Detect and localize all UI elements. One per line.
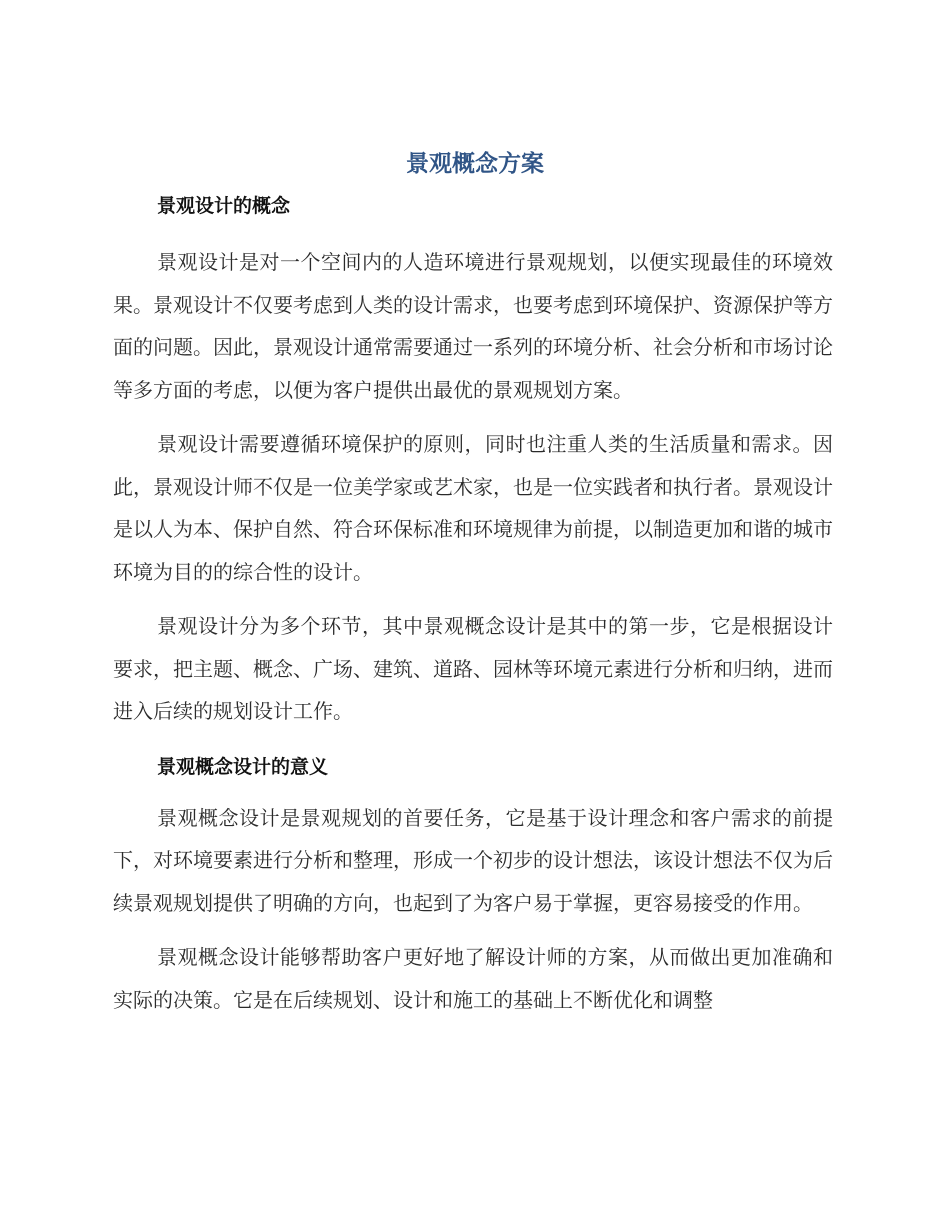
body-paragraph: 景观设计是对一个空间内的人造环境进行景观规划，以便实现最佳的环境效果。景观设计不仅要考虑到人类的设计需求，也要考虑到环境保护、资源保护等方面的问题。因此，景观设计通常需要通过一系列的环境分析、社会分析和市场讨论等多方面的考虑，以便为客户提供出最优的景观规划方案。 — [113, 250, 833, 402]
document-body — [113, 190, 833, 1021]
body-paragraph: 景观概念设计是景观规划的首要任务，它是基于设计理念和客户需求的前提下，对环境要素进行分析和整理，形成一个初步的设计想法，该设计想法不仅为后续景观规划提供了明确的方向，也起到了为客户易于掌握，更容易接受的作用。 — [113, 805, 833, 915]
section-heading: 景观概念设计的意义 — [157, 755, 329, 778]
section-heading: 景观设计的概念 — [157, 195, 291, 217]
body-paragraph: 景观概念设计能够帮助客户更好地了解设计师的方案，从而做出更加准确和实际的决策。它是在后续规划、设计和施工的基础上不断优化和调整 — [113, 945, 833, 1012]
document-title: 景观概念方案 — [406, 150, 544, 177]
body-paragraph: 景观设计需要遵循环境保护的原则，同时也注重人类的生活质量和需求。因此，景观设计师不仅是一位美学家或艺术家，也是一位实践者和执行者。景观设计是以人为本、保护自然、符合环保标准和环境规律为前提，以制造更加和谐的城市环境为目的的综合性的设计。 — [113, 432, 833, 584]
body-paragraph: 景观设计分为多个环节，其中景观概念设计是其中的第一步，它是根据设计要求，把主题、概念、广场、建筑、道路、园林等环境元素进行分析和归纳，进而进入后续的规划设计工作。 — [113, 614, 833, 723]
